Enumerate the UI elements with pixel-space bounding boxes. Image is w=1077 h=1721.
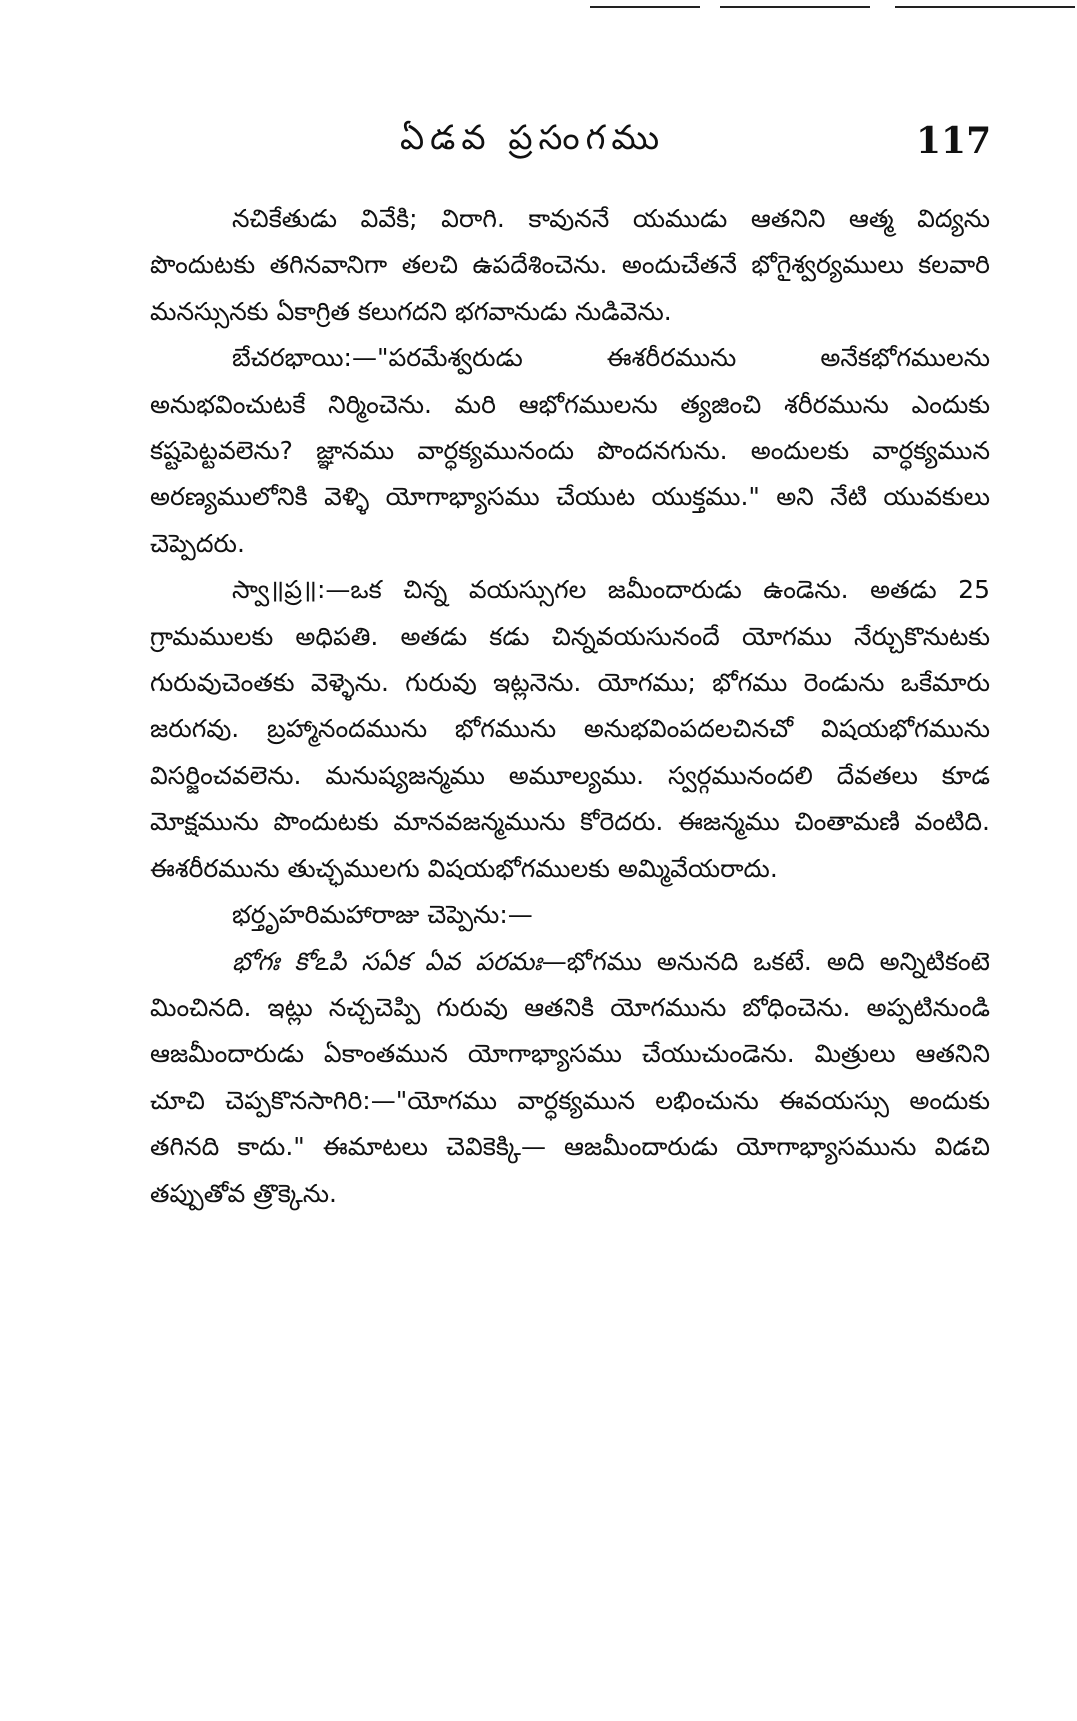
conclusion-text: —భోగము అనునది ఒకటే. అది అన్నిటికంటె మించినది. ఇట్లు నచ్చచెప్పి గురువు ఆతనికి యోగమును బోధించెను. అప్పటినుండి ఆజమీందారుడు ఏకాంతమున యోగాభ్యాసము చేయుచుండెను. మిత్రులు ఆతనిని చూచి చెప్పకొనసాగిరి:—"యోగము వార్ధక్యమున లభించును ఈవయస్సు అందుకు తగినది కాదు." ఈమాటలు చెవికెక్కి— ఆజమీందారుడు యోగాభ్యాసమును విడచి తప్పుతోవ త్రొక్కెను. [150,946,990,1208]
paragraph-conclusion [150,939,990,1217]
sanskrit-quote: భోగః కోఽపి సఏక ఏవ పరమః [232,946,542,976]
page-header [0,118,1077,168]
top-edge-line [895,6,1075,8]
paragraph-bhartrhari: భర్తృహరిమహారాజు చెప్పెను:— [232,900,533,930]
running-head: ఏడవ ప్రసంగము [400,118,666,158]
top-edge-line [720,6,870,8]
top-edge-line [590,6,700,8]
page-number: 117 [916,120,992,162]
paragraph-story: స్వా॥ప్ర॥:—ఒక చిన్న వయస్సుగల జమీందారుడు ఉండెను. అతడు 25 గ్రామములకు అధిపతి. అతడు కడు చిన్నవయసునందే యోగము నేర్చుకొనుటకు గురువుచెంతకు వెళ్ళెను. గురువు ఇట్లనెను. యోగము; భోగము రెండును ఒకేమారు జరుగవు. బ్రహ్మానందమును భోగమును అనుభవింపదలచినచో విషయభోగమును విసర్జించవలెను. మనుష్యజన్మము అమూల్యము. స్వర్గమునందలి దేవతలు కూడ మోక్షమును పొందుటకు మానవజన్మమును కోరెదరు. ఈజన్మము చింతామణి వంటిది. ఈశరీరమును తుచ్ఛములగు విషయభోగములకు అమ్మివేయరాదు. [150,575,990,883]
paragraph-nachiketa: నచికేతుడు వివేకి; విరాగి. కావుననే యముడు ఆతనిని ఆత్మ విద్యను పొందుటకు తగినవానిగా తలచి ఉపదేశించెను. అందుచేతనే భోగైశ్వర్యములు కలవారి మనస్సునకు ఏకాగ్రిత కలుగదని భగవానుడు నుడివెను. [150,204,990,326]
paragraph-becharbhai: బేచరభాయి:—"పరమేశ్వరుడు ఈశరీరమును అనేకభోగములను అనుభవించుటకే నిర్మించెను. మరి ఆభోగములను త్యజించి శరీరమును ఎందుకు కష్టపెట్టవలెను? జ్ఞానము వార్ధక్యమునందు పొందనగును. అందులకు వార్ధక్యమున అరణ్యములోనికి వెళ్ళి యోగాభ్యాసము చేయుట యుక్తము." అని నేటి యువకులు చెప్పెదరు. [150,343,990,558]
body-text [150,196,990,1217]
